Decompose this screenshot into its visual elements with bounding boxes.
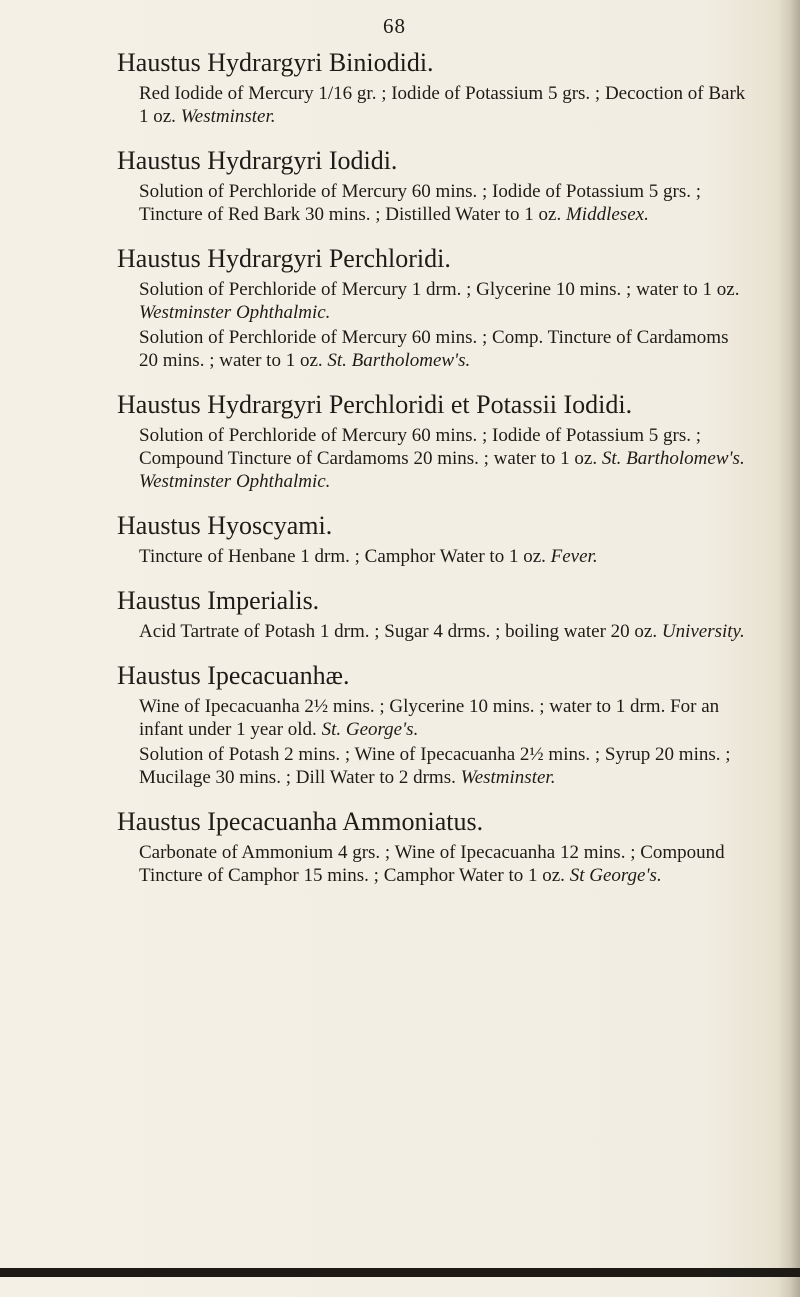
entry-paragraph	[139, 620, 747, 643]
entry	[117, 244, 747, 372]
entry-text: Solution of Perchloride of Mercury 1 drm. ; Glycerine 10 mins. ; water to 1 oz.	[139, 279, 740, 300]
entry	[117, 807, 747, 887]
entry-source: Fever.	[550, 546, 598, 567]
entry-text: Tincture of Henbane 1 drm. ; Camphor Water to 1 oz.	[139, 546, 546, 567]
entry	[117, 146, 747, 226]
entry-source: Westminster.	[460, 767, 556, 788]
entry-paragraph	[139, 743, 747, 789]
entry-text: Carbonate of Ammonium 4 grs. ; Wine of Ipecacuanha 12 mins. ; Compound Tincture of Camphor 15 mins. ; Camphor Water to 1 oz.	[139, 842, 725, 886]
entry	[117, 661, 747, 789]
page-edge-shadow	[778, 0, 800, 1297]
entry-source: St George's.	[569, 865, 662, 886]
page-content	[117, 48, 747, 905]
entry	[117, 390, 747, 493]
entry-paragraph	[139, 545, 747, 568]
entry	[117, 586, 747, 643]
entry-text: Solution of Perchloride of Mercury 60 mins. ; Iodide of Potassium 5 grs. ; Compound Tincture of Cardamoms 20 mins. ; water to 1 oz.	[139, 425, 702, 469]
entry-text: Solution of Perchloride of Mercury 60 mins. ; Iodide of Potassium 5 grs. ; Tincture of Red Bark 30 mins. ; Distilled Water to 1 oz.	[139, 181, 702, 225]
entry-paragraph	[139, 278, 747, 324]
entry-source: Westminster.	[180, 106, 276, 127]
entry-source: St. Bartholomew's.	[327, 350, 471, 371]
entry-text: Red Iodide of Mercury 1/16 gr. ; Iodide of Potassium 5 grs. ; Decoction of Bark 1 oz.	[139, 83, 746, 127]
entry-paragraph	[139, 424, 747, 493]
entry-text: Solution of Potash 2 mins. ; Wine of Ipecacuanha 2½ mins. ; Syrup 20 mins. ; Mucilage 30 mins. ; Dill Water to 2 drms.	[139, 744, 731, 788]
entry-source: University.	[661, 621, 745, 642]
entry	[117, 48, 747, 128]
entry-paragraph	[139, 841, 747, 887]
entry-paragraph	[139, 180, 747, 226]
entry-paragraph	[139, 326, 747, 372]
entry-source: Westminster Ophthalmic.	[139, 302, 331, 323]
entry-paragraph	[139, 695, 747, 741]
entry-heading: Haustus Imperialis.	[117, 586, 320, 615]
entry-text: Acid Tartrate of Potash 1 drm. ; Sugar 4 drms. ; boiling water 20 oz.	[139, 621, 658, 642]
entry-text: Solution of Perchloride of Mercury 60 mins. ; Comp. Tincture of Cardamoms 20 mins. ; water to 1 oz.	[139, 327, 729, 371]
bottom-rule	[0, 1268, 800, 1277]
entry-heading: Haustus Hydrargyri Perchloridi.	[117, 244, 451, 273]
entry-source: Middlesex.	[565, 204, 649, 225]
entry-text: Wine of Ipecacuanha 2½ mins. ; Glycerine 10 mins. ; water to 1 drm. For an infant under 1 year old.	[139, 696, 720, 740]
entry-heading: Haustus Hydrargyri Biniodidi.	[117, 48, 434, 77]
entry-heading: Haustus Hydrargyri Iodidi.	[117, 146, 398, 175]
entry-heading: Haustus Ipecacuanhæ.	[117, 661, 350, 690]
page-number: 68	[383, 14, 406, 38]
entry	[117, 511, 747, 568]
entry-heading: Haustus Hyoscyami.	[117, 511, 333, 540]
entry-heading: Haustus Hydrargyri Perchloridi et Potassii Iodidi.	[117, 390, 633, 419]
entry-source: St. George's.	[321, 719, 419, 740]
entry-paragraph	[139, 82, 747, 128]
entry-heading: Haustus Ipecacuanha Ammoniatus.	[117, 807, 484, 836]
entry-source: St. Bartholomew's. Westminster Ophthalmic.	[139, 448, 745, 492]
